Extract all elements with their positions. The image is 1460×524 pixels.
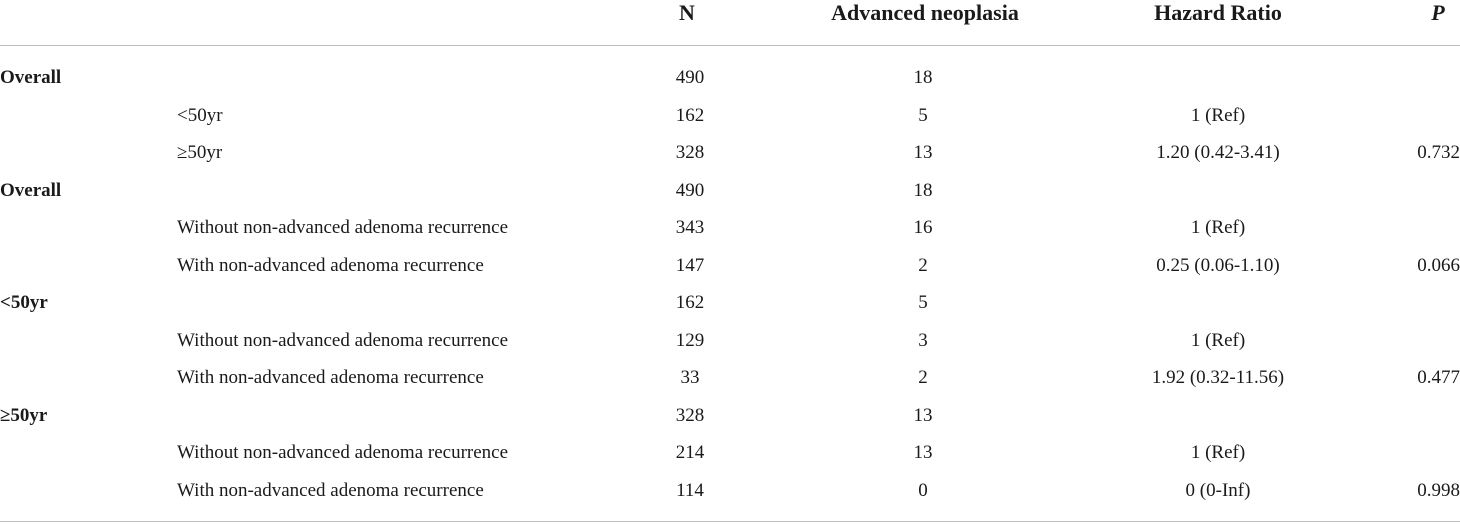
table-row (0, 97, 1460, 135)
cell-advanced-neoplasia: 16 (913, 217, 933, 238)
cell-p-value: 0.066 (1417, 254, 1460, 276)
cell-n: 490 (675, 179, 705, 201)
cell-hazard-ratio: 1 (Ref) (1190, 329, 1246, 351)
cell-hazard-ratio: 1 (Ref) (1190, 104, 1246, 126)
row-sublabel: Without non-advanced adenoma recurrence (177, 217, 509, 238)
row-sublabel: <50yr (177, 104, 223, 126)
header-n: N (679, 0, 695, 25)
row-sublabel: With non-advanced adenoma recurrence (177, 367, 484, 388)
cell-p-value: 0.477 (1417, 367, 1460, 388)
table-row (0, 434, 1460, 472)
cell-p-value (1360, 97, 1460, 135)
cell-n: 328 (675, 142, 705, 163)
row-sublabel: ≥50yr (177, 142, 223, 163)
cell-n: 147 (675, 254, 705, 276)
table-row (0, 59, 1460, 97)
cell-advanced-neoplasia: 13 (913, 442, 933, 463)
header-advanced-neoplasia: Advanced neoplasia (831, 0, 1019, 25)
cell-n: 129 (675, 329, 705, 351)
cell-n: 343 (675, 217, 705, 238)
cell-hazard-ratio (1068, 59, 1368, 97)
cell-p-value: 0.998 (1417, 479, 1460, 501)
cell-p-value (1360, 284, 1460, 322)
cell-hazard-ratio (1068, 284, 1368, 322)
table-row (0, 209, 1460, 247)
row-group-label: Overall (0, 67, 62, 88)
table-header-row (0, 0, 1460, 45)
cell-advanced-neoplasia: 13 (913, 404, 933, 426)
row-sublabel: Without non-advanced adenoma recurrence (177, 442, 509, 463)
cell-hazard-ratio: 1.92 (0.32-11.56) (1151, 367, 1285, 388)
cell-hazard-ratio: 0 (0-Inf) (1185, 479, 1251, 501)
cell-p-value (1360, 322, 1460, 360)
row-sublabel: With non-advanced adenoma recurrence (177, 479, 484, 501)
cell-advanced-neoplasia: 18 (913, 179, 933, 201)
cell-advanced-neoplasia: 0 (918, 479, 928, 501)
cell-p-value (1360, 209, 1460, 247)
cell-advanced-neoplasia: 13 (913, 142, 933, 163)
cell-n: 162 (675, 104, 705, 126)
cell-n: 33 (680, 367, 700, 388)
cell-hazard-ratio (1068, 172, 1368, 210)
cell-advanced-neoplasia: 5 (918, 292, 928, 313)
cell-p-value: 0.732 (1417, 142, 1460, 163)
cell-n: 162 (675, 292, 705, 313)
cell-n: 328 (675, 404, 705, 426)
table-row (0, 397, 1460, 435)
cell-n: 490 (675, 67, 705, 88)
cell-hazard-ratio: 0.25 (0.06-1.10) (1156, 254, 1280, 276)
cell-advanced-neoplasia: 18 (913, 67, 933, 88)
table-bottom-divider (0, 521, 1460, 522)
header-hazard-ratio: Hazard Ratio (1154, 0, 1282, 25)
cell-hazard-ratio: 1 (Ref) (1190, 442, 1246, 463)
cell-n: 114 (676, 479, 704, 501)
cell-hazard-ratio: 1.20 (0.42-3.41) (1156, 142, 1280, 163)
table-row (0, 322, 1460, 360)
cell-p-value (1360, 59, 1460, 97)
table-row (0, 134, 1460, 172)
table-row (0, 359, 1460, 397)
cell-p-value (1360, 434, 1460, 472)
header-divider (0, 45, 1460, 46)
table-row (0, 247, 1460, 285)
row-group-label: <50yr (0, 292, 48, 313)
cell-advanced-neoplasia: 3 (918, 329, 928, 351)
cell-p-value (1360, 172, 1460, 210)
cell-advanced-neoplasia: 5 (918, 104, 928, 126)
cell-hazard-ratio (1068, 397, 1368, 435)
row-group-label: ≥50yr (0, 404, 48, 426)
row-sublabel: Without non-advanced adenoma recurrence (177, 329, 509, 351)
cell-hazard-ratio: 1 (Ref) (1190, 217, 1246, 238)
table-row (0, 472, 1460, 510)
table-row (0, 284, 1460, 322)
cell-advanced-neoplasia: 2 (918, 254, 928, 276)
row-group-label: Overall (0, 179, 62, 201)
cell-n: 214 (675, 442, 705, 463)
cell-p-value (1360, 397, 1460, 435)
row-sublabel: With non-advanced adenoma recurrence (177, 254, 484, 276)
header-p-value: P (1431, 0, 1445, 25)
cell-advanced-neoplasia: 2 (918, 367, 928, 388)
table-row (0, 172, 1460, 210)
